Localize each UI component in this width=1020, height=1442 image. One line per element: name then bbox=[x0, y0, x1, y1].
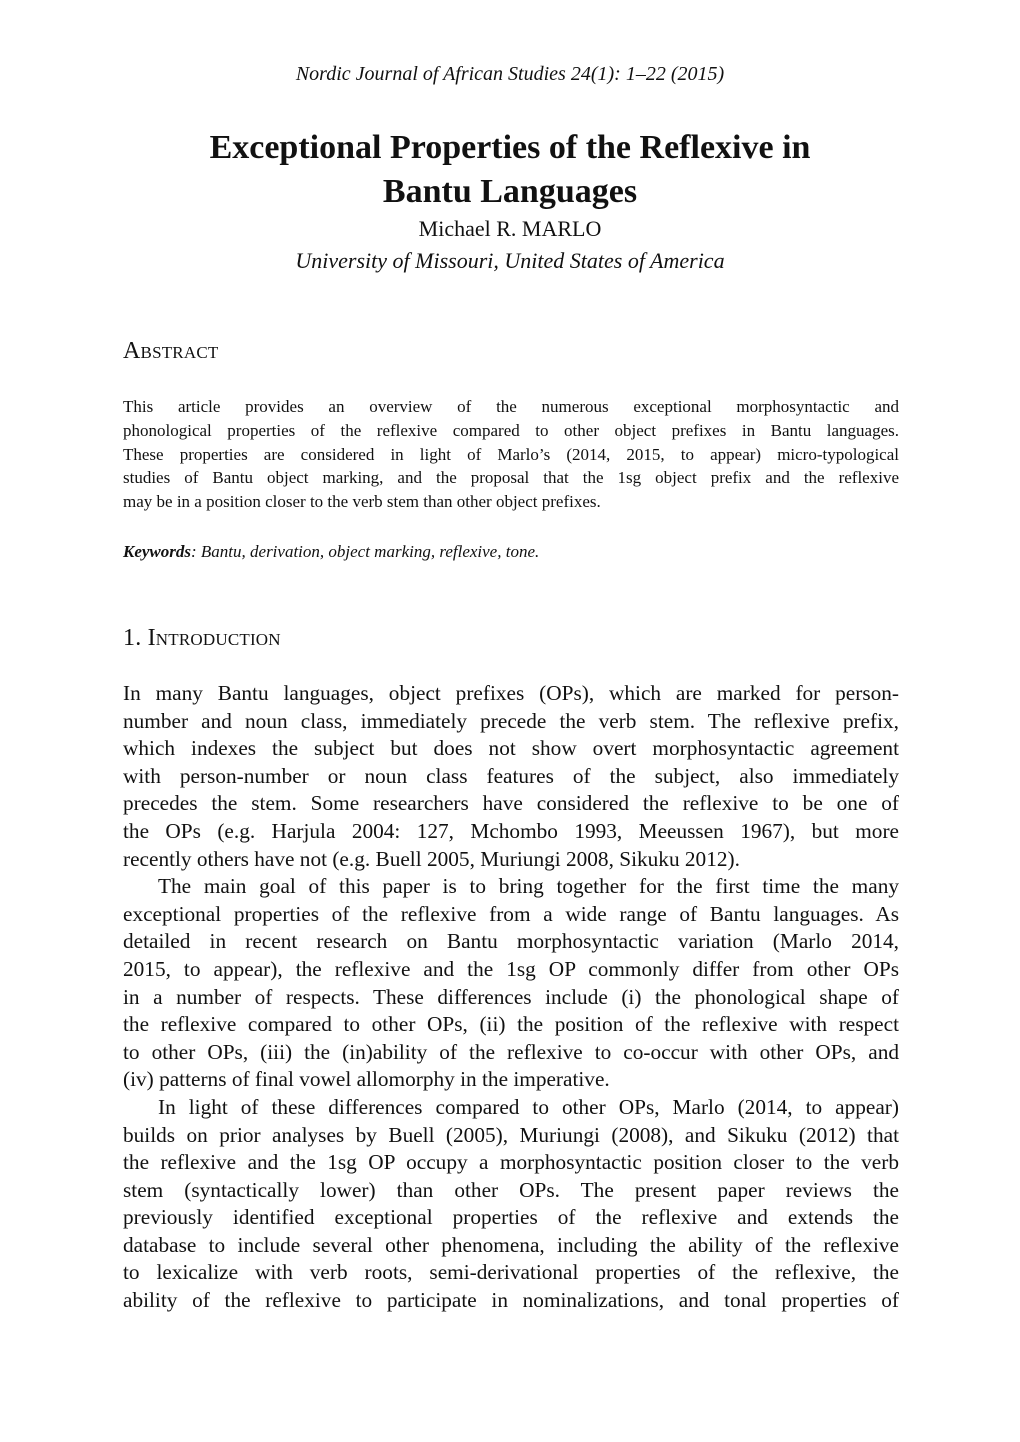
body-line: to lexicalize with verb roots, semi-derivational properties of the reflexive, the bbox=[123, 1260, 899, 1285]
body-line: the OPs (e.g. Harjula 2004: 127, Mchombo 1993, Meeussen 1967), but more bbox=[123, 818, 899, 843]
body-line: recently others have not (e.g. Buell 2005, Muriungi 2008, Sikuku 2012). bbox=[123, 846, 740, 871]
keywords-label: Keywords bbox=[123, 542, 191, 561]
body-line: (iv) patterns of final vowel allomorphy in the imperative. bbox=[123, 1067, 610, 1092]
body-line: the reflexive and the 1sg OP occupy a morphosyntactic position closer to the verb bbox=[123, 1150, 899, 1175]
body-line: in a number of respects. These differences include (i) the phonological shape of bbox=[123, 984, 899, 1009]
keywords-list: : Bantu, derivation, object marking, reflexive, tone. bbox=[191, 542, 540, 561]
author-name: Michael R. MARLO bbox=[418, 216, 602, 241]
section-heading-introduction: 1. Introduction bbox=[123, 625, 281, 651]
paragraph-1 bbox=[123, 680, 899, 873]
body-line: precedes the stem. Some researchers have considered the reflexive to be one of bbox=[123, 791, 899, 816]
article-title bbox=[0, 126, 1020, 214]
abstract-line: may be in a position closer to the verb stem than other object prefixes. bbox=[123, 492, 601, 512]
body-line: The main goal of this paper is to bring together for the first time the many bbox=[158, 874, 899, 899]
body-line: 2015, to appear), the reflexive and the 1sg OP commonly differ from other OPs bbox=[123, 956, 899, 981]
abstract-line: This article provides an overview of the numerous exceptional morphosyntactic and bbox=[123, 397, 899, 416]
body-line: exceptional properties of the reflexive from a wide range of Bantu languages. As bbox=[123, 901, 899, 926]
keywords bbox=[123, 540, 899, 564]
body-line: database to include several other phenomena, including the ability of the reflexive bbox=[123, 1232, 899, 1257]
body-line: In light of these differences compared to other OPs, Marlo (2014, to appear) bbox=[158, 1094, 899, 1119]
article-title-line-1: Exceptional Properties of the Reflexive in bbox=[209, 129, 811, 166]
body-line: number and noun class, immediately precede the verb stem. The reflexive prefix, bbox=[123, 708, 899, 733]
body-line: to other OPs, (iii) the (in)ability of the reflexive to co-occur with other OPs, and bbox=[123, 1039, 899, 1064]
journal-citation: Nordic Journal of African Studies 24(1): 1–22 (2015) bbox=[295, 63, 725, 85]
author-affiliation: University of Missouri, United States of America bbox=[295, 248, 725, 273]
abstract-body bbox=[123, 395, 899, 514]
introduction-body bbox=[123, 680, 899, 1315]
body-line: the reflexive compared to other OPs, (ii) the position of the reflexive with respect bbox=[123, 1012, 899, 1037]
abstract-line: studies of Bantu object marking, and the proposal that the 1sg object prefix and the reflexive bbox=[123, 468, 899, 488]
body-line: which indexes the subject but does not show overt morphosyntactic agreement bbox=[123, 736, 899, 761]
paragraph-3 bbox=[123, 1094, 899, 1315]
body-line: In many Bantu languages, object prefixes (OPs), which are marked for person- bbox=[123, 681, 899, 705]
paragraph-2 bbox=[123, 873, 899, 1094]
body-line: detailed in recent research on Bantu morphosyntactic variation (Marlo 2014, bbox=[123, 929, 899, 954]
body-line: ability of the reflexive to participate in nominalizations, and tonal properties of bbox=[123, 1288, 899, 1313]
body-line: with person-number or noun class features of the subject, also immediately bbox=[123, 763, 899, 788]
article-title-line-2: Bantu Languages bbox=[382, 173, 638, 210]
body-line: builds on prior analyses by Buell (2005), Muriungi (2008), and Sikuku (2012) that bbox=[123, 1122, 899, 1147]
abstract-line: These properties are considered in light of Marlo’s (2014, 2015, to appear) micro-typological bbox=[123, 444, 899, 464]
abstract-heading: Abstract bbox=[123, 338, 219, 364]
abstract-line: phonological properties of the reflexive compared to other object prefixes in Bantu languages. bbox=[123, 420, 899, 440]
body-line: previously identified exceptional properties of the reflexive and extends the bbox=[123, 1205, 899, 1230]
body-line: stem (syntactically lower) than other OPs. The present paper reviews the bbox=[123, 1177, 899, 1202]
